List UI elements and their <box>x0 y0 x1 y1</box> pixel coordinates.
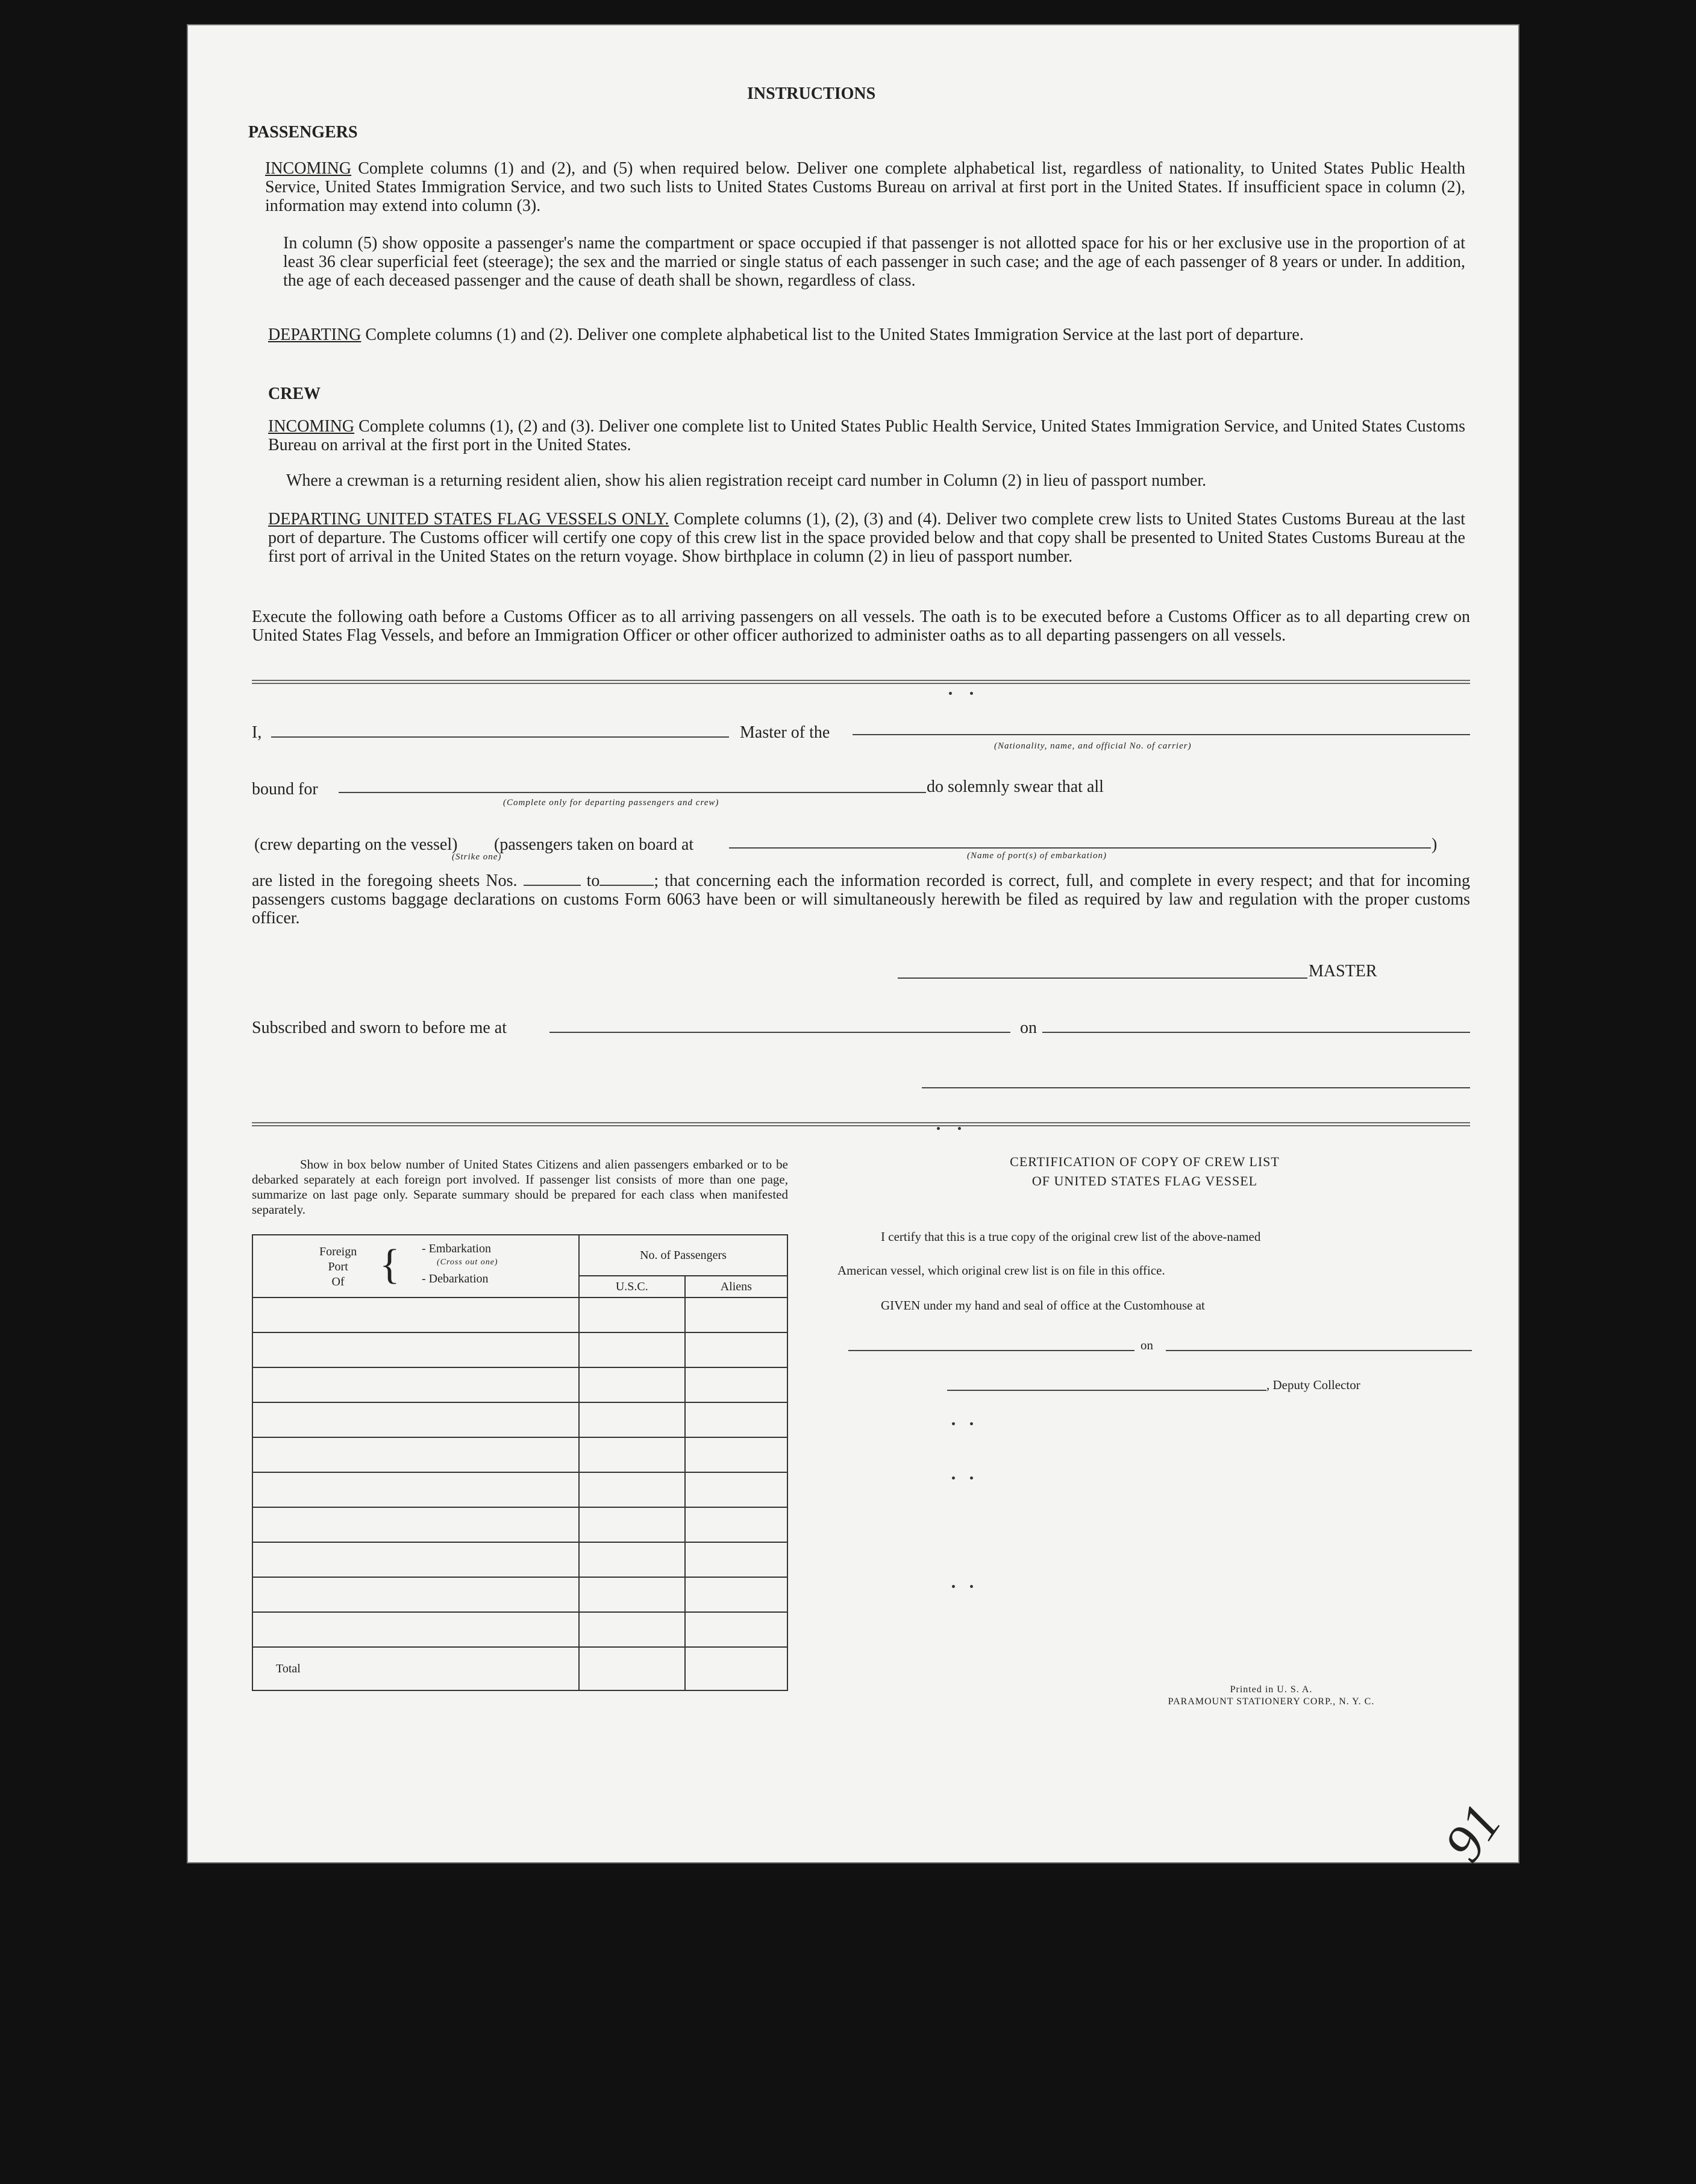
table-row <box>252 1577 787 1612</box>
table-row <box>252 1612 787 1647</box>
passengers-departing-text: Complete columns (1) and (2). Deliver one complete alphabetical list to the United States Immigration Service at the last port of departure. <box>365 325 1304 344</box>
total-row <box>252 1647 787 1690</box>
strike-one-caption: (Strike one) <box>452 852 502 862</box>
carrier-caption: (Nationality, name, and official No. of carrier) <box>994 741 1192 751</box>
total-usc-cell[interactable] <box>579 1647 685 1690</box>
customhouse-field[interactable] <box>848 1350 1134 1351</box>
oath-intro: Execute the following oath before a Customs Officer as to all arriving passengers on all vessels. The oath is to be executed before a Customs Officer as to all departing crew on United States Flag Vessels, and before an Immigration Officer or other officer authorized to administer oaths as to all departing passengers on all vessels. <box>252 607 1470 645</box>
listed-c: ; that concerning each the information recorded is correct, full, and complete in every respect; and that for incoming passengers customs baggage declarations on customs Form 6063 have been or will simultaneously herewith be filed as required by law and regulation with the proper customs officer. <box>252 871 1471 927</box>
speck <box>958 1127 961 1130</box>
aliens-header: Aliens <box>685 1276 787 1298</box>
incoming-label: INCOMING <box>265 159 352 178</box>
printer-imprint: Printed in U. S. A. PARAMOUNT STATIONERY CORP., N. Y. C. <box>1168 1684 1375 1707</box>
passenger-summary-table <box>252 1234 788 1691</box>
table-row <box>252 1367 787 1402</box>
handwritten-page-number: 91 <box>1433 1793 1513 1872</box>
officer-signature-field[interactable] <box>922 1087 1470 1088</box>
speck <box>970 1585 973 1588</box>
swear-text: do solemnly swear that all <box>927 777 1104 796</box>
table-row <box>252 1332 787 1367</box>
sheet-to-field[interactable] <box>599 885 654 886</box>
listed-a: are listed in the foregoing sheets Nos. <box>252 871 518 890</box>
ports-caption: (Name of port(s) of embarkation) <box>967 851 1107 861</box>
master-name-field[interactable] <box>271 736 729 738</box>
crew-heading: CREW <box>268 384 321 403</box>
summary-instructions: Show in box below number of United States Citizens and alien passengers embarked or to be debarked separately at each foreign port involved. If passenger list consists of more than one page, summarize on last page only. Separate summary should be prepared for each class when manifested separately. <box>252 1157 788 1217</box>
cross-out-caption: (Cross out one) <box>437 1258 498 1267</box>
subscribed-label: Subscribed and sworn to before me at <box>252 1018 507 1037</box>
deputy-signature-field[interactable] <box>947 1390 1266 1391</box>
total-aliens-cell[interactable] <box>685 1647 787 1690</box>
table-row <box>252 1542 787 1577</box>
flag-text: Complete columns (1), (2), (3) and (4). Deliver two complete crew lists to United States Customs Bureau at the last port of departure. The Customs officer will certify one copy of this crew list in the space provided below and that copy shall be presented to United States Customs Bureau at the first port of arrival in the United States on the return voyage. Show birthplace in column (2) in lieu of passport number. <box>268 510 1465 566</box>
deputy-collector-label: , Deputy Collector <box>1266 1378 1360 1392</box>
speck <box>952 1422 955 1425</box>
form-sheet <box>187 24 1519 1872</box>
master-signature-field[interactable] <box>898 977 1307 979</box>
divider <box>252 680 1470 684</box>
table-row <box>252 1437 787 1472</box>
master-label: MASTER <box>1309 962 1377 981</box>
passengers-incoming-text: Complete columns (1) and (2), and (5) when required below. Deliver one complete alphabetical list, regardless of nationality, to United States Public Health Service, United States Immigration Service, and two such lists to United States Customs Bureau on arrival at first port in the United States. If insufficient space in column (2), information may extend into column (3). <box>265 159 1465 215</box>
passengers-heading: PASSENGERS <box>248 123 358 142</box>
passengers-incoming <box>265 159 1465 215</box>
master-of-the: Master of the <box>740 723 830 742</box>
oath-i: I, <box>252 723 262 742</box>
certification-heading: CERTIFICATION OF COPY OF CREW LIST OF UNITED STATES FLAG VESSEL <box>1010 1154 1280 1188</box>
carrier-field[interactable] <box>853 734 1470 735</box>
subscribed-on: on <box>1020 1018 1037 1037</box>
flag-label: DEPARTING UNITED STATES FLAG VESSELS ONLY. <box>268 510 669 529</box>
port-header-cell <box>252 1235 579 1298</box>
passengers-departing <box>268 325 1465 344</box>
bound-for-label: bound for <box>252 780 318 799</box>
table-row <box>252 1507 787 1542</box>
crew-incoming-label: INCOMING <box>268 417 355 436</box>
page-title: INSTRUCTIONS <box>747 84 876 103</box>
divider <box>252 1122 1470 1126</box>
column5-instructions: In column (5) show opposite a passenger's name the compartment or space occupied if that passenger is not allotted space for his or her exclusive use in the proportion of at least 36 clear superficial feet (steerage); the sex and the married or single status of each passenger in such case; and the age of each passenger of 8 years or under. In addition, the age of each deceased passenger and the cause of death shall be shown, regardless of class. <box>283 234 1465 290</box>
crew-departing-option: (crew departing on the vessel) <box>254 835 458 854</box>
no-of-passengers-header: No. of Passengers <box>579 1235 787 1276</box>
table-row <box>252 1298 787 1332</box>
crew-incoming <box>268 417 1465 454</box>
speck <box>970 1476 973 1480</box>
total-label: Total <box>252 1647 579 1690</box>
embarkation-label: - Embarkation <box>422 1242 491 1255</box>
usc-header: U.S.C. <box>579 1276 685 1298</box>
crew-flag-departing <box>268 510 1465 566</box>
certify-text-2: American vessel, which original crew list is on file in this office. <box>837 1263 1165 1278</box>
speck <box>970 692 973 695</box>
certification-on: on <box>1141 1338 1153 1352</box>
certify-text-1: I certify that this is a true copy of the original crew list of the above-named <box>881 1229 1261 1244</box>
speck <box>937 1127 940 1130</box>
debarkation-label: - Debarkation <box>422 1272 489 1285</box>
departing-label: DEPARTING <box>268 325 361 344</box>
speck <box>952 1476 955 1480</box>
listed-statement <box>252 871 1470 927</box>
table-row <box>252 1472 787 1507</box>
subscribed-place-field[interactable] <box>549 1032 1010 1033</box>
sheet-from-field[interactable] <box>524 885 581 886</box>
speck <box>949 692 952 695</box>
speck <box>952 1585 955 1588</box>
given-text: GIVEN under my hand and seal of office at the Customhouse at <box>881 1298 1205 1313</box>
brace-icon: { <box>380 1241 400 1288</box>
close-paren: ) <box>1432 835 1438 854</box>
subscribed-date-field[interactable] <box>1042 1032 1470 1033</box>
bound-caption: (Complete only for departing passengers and crew) <box>503 798 719 808</box>
crewman-instructions: Where a crewman is a returning resident alien, show his alien registration receipt card number in Column (2) in lieu of passport number. <box>286 471 1207 490</box>
ports-field[interactable] <box>729 847 1431 849</box>
listed-b: to <box>586 871 600 890</box>
foreign-port-of: Foreign Port Of <box>319 1245 357 1288</box>
bound-for-field[interactable] <box>339 792 926 793</box>
table-row <box>252 1402 787 1437</box>
speck <box>970 1422 973 1425</box>
certification-date-field[interactable] <box>1166 1350 1472 1351</box>
passengers-taken: (passengers taken on board at <box>494 835 694 854</box>
crew-incoming-text: Complete columns (1), (2) and (3). Deliver one complete list to United States Public Health Service, United States Immigration Service, and United States Customs Bureau on arrival at the first port in the United States. <box>268 417 1465 454</box>
